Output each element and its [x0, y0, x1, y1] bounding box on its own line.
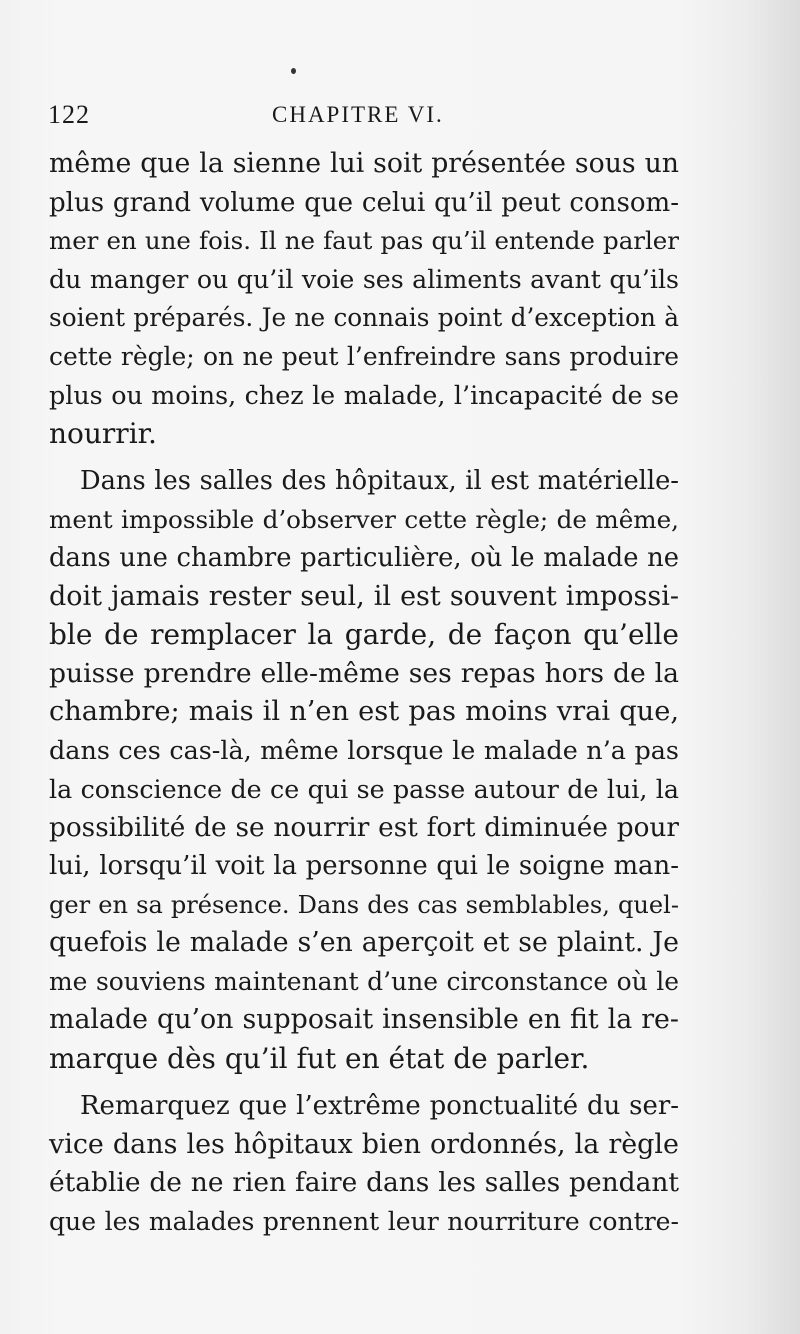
- text-line: lui, lorsqu’il voit la personne qui le soigne man-: [49, 851, 679, 881]
- text-line: nourrir.: [49, 416, 157, 450]
- text-line: possibilité de se nourrir est fort diminuée pour: [49, 812, 679, 843]
- text-line: du manger ou qu’il voie ses aliments avant qu’ils: [49, 264, 679, 294]
- text-line: Dans les salles des hôpitaux, il est matérielle-: [80, 466, 679, 496]
- page-number: 122: [48, 100, 90, 129]
- ink-speck: [291, 68, 296, 74]
- paragraph: [49, 1087, 679, 1241]
- text-line: malade qu’on supposait insensible en fit la re-: [49, 1004, 679, 1035]
- text-line: ment impossible d’observer cette règle; de même,: [49, 504, 679, 534]
- text-line: dans une chambre particulière, où le malade ne: [49, 543, 679, 573]
- text-line: doit jamais rester seul, il est souvent impossi-: [49, 580, 679, 612]
- text-line: me souviens maintenant d’une circonstance où le: [49, 966, 679, 996]
- text-line: établie de ne rien faire dans les salles pendant: [49, 1167, 679, 1198]
- text-line: ger en sa présence. Dans des cas semblables, quel-: [49, 890, 679, 919]
- text-line: même que la sienne lui soit présentée sous un: [49, 148, 679, 179]
- text-line: dans ces cas-là, même lorsque le malade n’a pas: [49, 735, 679, 766]
- text-line: ble de remplacer la garde, de façon qu’elle: [49, 618, 679, 651]
- text-line: quefois le malade s’en aperçoit et se plaint. Je: [49, 927, 679, 958]
- paragraph: [49, 462, 679, 1078]
- text-line: chambre; mais il n’en est pas moins vrai que,: [49, 696, 679, 727]
- text-line: marque dès qu’il fut en état de parler.: [49, 1041, 590, 1075]
- text-line: plus ou moins, chez le malade, l’incapacité de se: [49, 380, 679, 410]
- text-line: cette règle; on ne peut l’enfreindre sans produire: [49, 341, 679, 371]
- text-body: [49, 145, 679, 1241]
- text-line: mer en une fois. Il ne faut pas qu’il entende parler: [49, 226, 679, 255]
- text-line: la conscience de ce qui se passe autour de lui, la: [49, 774, 679, 804]
- text-line: vice dans les hôpitaux bien ordonnés, la règle: [49, 1128, 679, 1160]
- text-line: soient préparés. Je ne connais point d’exception à: [49, 303, 679, 332]
- paragraph: [49, 145, 679, 453]
- text-line: Remarquez que l’extrême ponctualité du ser-: [80, 1091, 679, 1121]
- chapter-title: CHAPITRE VI.: [272, 102, 444, 127]
- text-line: puisse prendre elle-même ses repas hors de la: [49, 657, 679, 689]
- text-line: plus grand volume que celui qu’il peut consom-: [49, 187, 679, 218]
- text-line: que les malades prennent leur nourriture contre-: [49, 1206, 679, 1236]
- running-head: [48, 100, 678, 134]
